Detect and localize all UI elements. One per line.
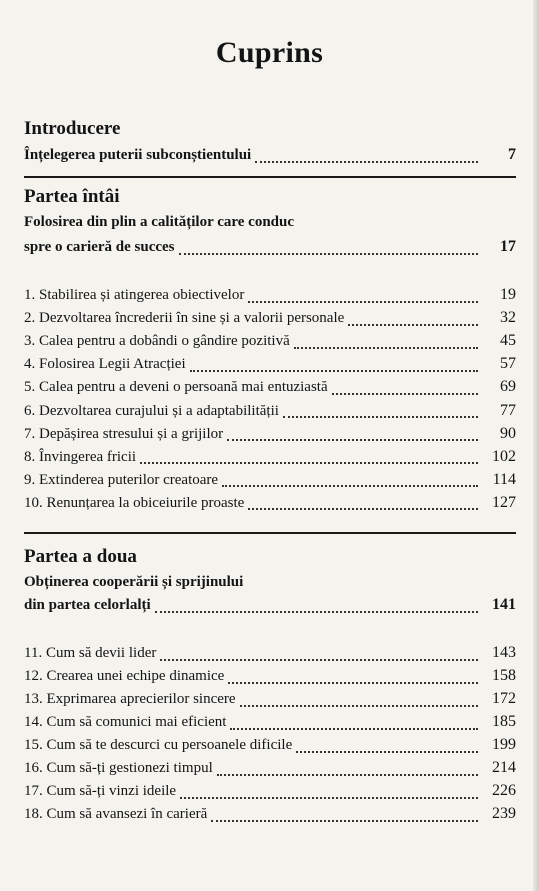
toc-entry-text: 11. Cum să devii lider [24,645,157,661]
toc-entry-text: 1. Stabilirea și atingerea obiectivelor [24,287,245,303]
toc-entry-chapter[interactable] [24,286,516,308]
toc-entry-page: 199 [492,736,516,753]
toc-entry-page: 45 [500,332,516,350]
leader-dots [180,796,478,799]
toc-entry-chapter[interactable] [24,402,516,424]
toc-entry-chapter[interactable] [24,332,516,354]
toc-entry-chapter[interactable] [24,425,516,447]
toc-entry-text: spre o carieră de succes [24,239,175,255]
leader-dots [140,461,478,464]
leader-dots [211,819,478,822]
leader-dots [230,727,478,730]
section-heading-partea-2: Partea a doua [24,546,137,567]
toc-entry-page: 32 [500,309,516,327]
toc-entry-page: 7 [508,146,516,163]
toc-entry-chapter[interactable] [24,448,516,470]
toc-entry-text: 7. Depășirea stresului și a grijilor [24,425,224,442]
toc-entry-page: 102 [492,447,516,465]
leader-dots [248,507,478,510]
toc-entry-chapter[interactable] [24,805,516,827]
leader-dots [190,369,478,372]
toc-entry-chapter[interactable] [24,494,516,516]
section-subtitle-partea-2: Obținerea cooperării și sprijinului [24,574,244,590]
leader-dots [283,415,478,418]
section-heading-introducere: Introducere [24,118,121,139]
toc-entry-page: 185 [492,713,516,730]
section-divider [24,176,516,178]
toc-entry-page: 172 [492,690,516,707]
leader-dots [332,392,478,395]
toc-entry-page: 69 [500,378,516,396]
page-edge [533,0,539,891]
section-heading-partea-1: Partea întâi [24,186,120,207]
toc-entry-chapter[interactable] [24,782,516,804]
toc-entry-page: 143 [492,644,516,661]
leader-dots [222,484,478,487]
toc-entry-text: 4. Folosirea Legii Atracției [24,356,186,373]
toc-entry-chapter[interactable] [24,644,516,666]
leader-dots [160,658,478,661]
toc-entry-text: din partea celorlalți [24,597,151,613]
leader-dots [155,610,478,613]
toc-entry-page: 77 [500,401,516,419]
toc-entry-partea-2[interactable] [24,596,516,618]
leader-dots [248,300,478,303]
toc-entry-text: 18. Cum să avansezi în carieră [24,806,208,822]
toc-entry-text: 17. Cum să-ți vinzi ideile [24,783,177,799]
leader-dots [179,252,478,255]
toc-entry-chapter[interactable] [24,355,516,377]
page-title: Cuprins [215,36,324,69]
toc-entry-chapter[interactable] [24,713,516,735]
toc-entry-text: 15. Cum să te descurci cu persoanele dificile [24,737,293,753]
toc-entry-text: 10. Renunțarea la obiceiurile proaste [24,494,245,511]
toc-entry-page: 239 [492,805,516,822]
toc-entry-chapter[interactable] [24,378,516,400]
toc-entry-text: 13. Exprimarea aprecierilor sincere [24,691,236,707]
toc-entry-page: 19 [500,286,516,303]
toc-entry-page: 141 [492,596,516,613]
toc-entry-chapter[interactable] [24,667,516,689]
toc-entry-text: 2. Dezvoltarea încrederii în sine și a valorii personale [24,310,345,327]
leader-dots [255,160,478,163]
toc-entry-page: 158 [492,667,516,684]
toc-entry-page: 57 [500,355,516,373]
section-subtitle-partea-1: Folosirea din plin a calităților care conduc [24,214,294,230]
toc-entry-text: 14. Cum să comunici mai eficient [24,714,227,730]
toc-entry-introducere[interactable] [24,146,516,168]
leader-dots [240,704,478,707]
toc-entry-page: 114 [492,470,516,488]
toc-entry-chapter[interactable] [24,736,516,758]
toc-entry-chapter[interactable] [24,471,516,493]
toc-entry-text: 16. Cum să-ți gestionezi timpul [24,760,213,776]
leader-dots [217,773,478,776]
leader-dots [294,346,478,349]
toc-entry-page: 214 [492,759,516,776]
toc-entry-chapter[interactable] [24,759,516,781]
toc-entry-chapter[interactable] [24,690,516,712]
leader-dots [227,438,478,441]
toc-entry-text: 6. Dezvoltarea curajului și a adaptabilității [24,402,279,419]
toc-entry-page: 127 [492,493,516,511]
leader-dots [296,750,478,753]
toc-entry-text: Înțelegerea puterii subconștientului [24,147,252,163]
toc-entry-text: 5. Calea pentru a deveni o persoană mai entuziastă [24,379,328,396]
leader-dots [228,681,478,684]
toc-entry-partea-1[interactable] [24,238,516,260]
toc-entry-page: 17 [500,238,516,255]
section-divider [24,532,516,534]
toc-entry-text: 12. Crearea unei echipe dinamice [24,668,225,684]
toc-entry-page: 90 [500,424,516,442]
leader-dots [348,323,478,326]
toc-entry-text: 3. Calea pentru a dobândi o gândire pozitivă [24,333,290,350]
toc-entry-chapter[interactable] [24,309,516,331]
toc-entry-text: 8. Învingerea fricii [24,448,137,465]
toc-entry-text: 9. Extinderea puterilor creatoare [24,471,219,488]
toc-entry-page: 226 [492,782,516,799]
